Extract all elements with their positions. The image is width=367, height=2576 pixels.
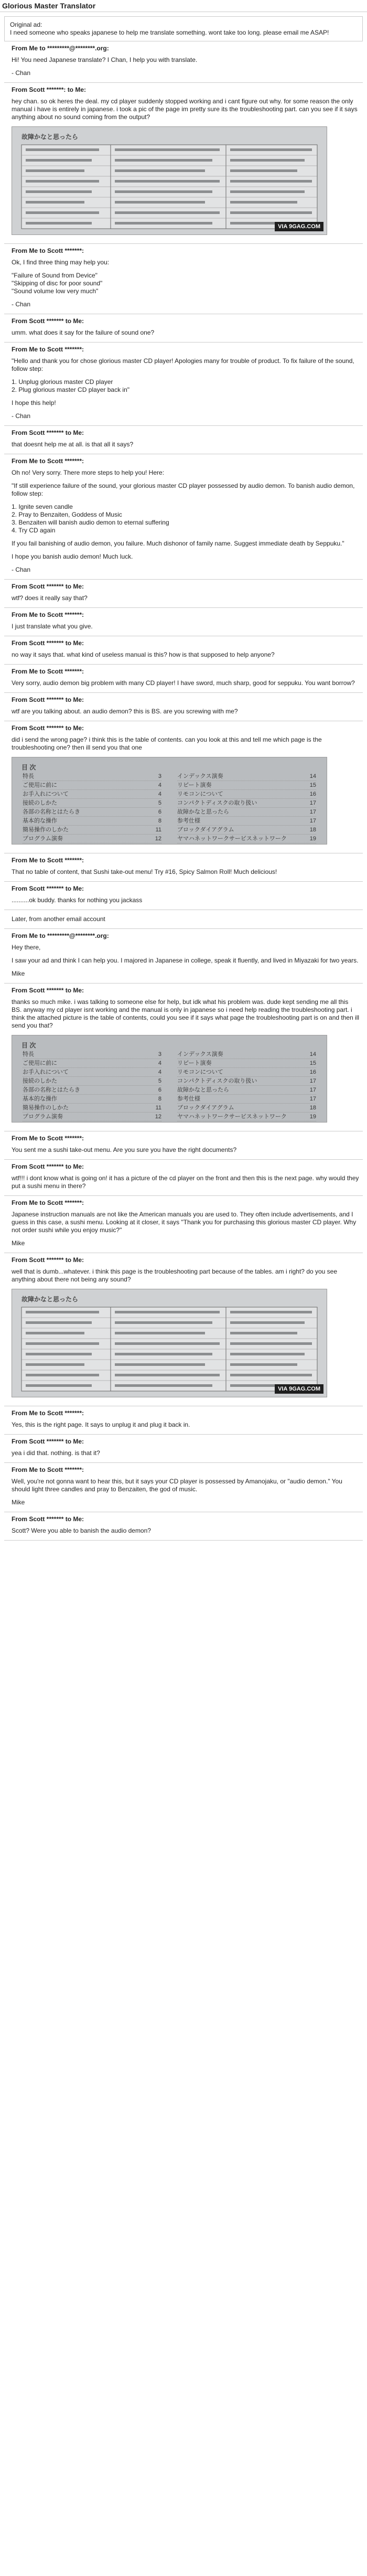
toc-page: 8: [158, 1096, 161, 1102]
toc-entry: リモコンについて: [177, 791, 223, 797]
line-gap: [12, 952, 360, 957]
toc-page: 17: [309, 1078, 316, 1084]
toc-row: [23, 781, 161, 790]
table-text-line: [230, 180, 312, 183]
toc-row: [23, 790, 161, 799]
toc-row: [23, 1050, 161, 1059]
table-text-line: [230, 169, 297, 172]
toc-page: 17: [309, 1087, 316, 1093]
email-sender: From Me to Scott *******:: [12, 457, 84, 465]
table-text-line: [230, 1363, 297, 1366]
ad-text: I need someone who speaks japanese to help me translate something. wont take too long. please email me ASAP!: [10, 29, 329, 36]
toc-page: 17: [309, 809, 316, 815]
email-body-line: If you fail banishing of audio demon, you failure. Much dishonor of family name. Suggest immediate death by Seppuku.": [12, 540, 344, 547]
email-sender: From Scott ******* to Me:: [12, 1163, 84, 1170]
toc-page: 15: [309, 1060, 316, 1066]
toc-row: [177, 781, 316, 790]
email-message: [4, 244, 363, 314]
table-text-line: [26, 169, 84, 172]
toc-page: 8: [158, 818, 161, 824]
email-body-line: That no table of content, that Sushi take-out menu! Try #16, Spicy Salmon Roll! Much delicious!: [12, 868, 277, 875]
table-text-line: [230, 1342, 312, 1345]
email-message: [4, 426, 363, 454]
toc-column-right: [177, 1050, 316, 1121]
toc-page: 15: [309, 782, 316, 788]
toc-row: [177, 835, 316, 843]
email-sender: From Scott ******* to Me:: [12, 724, 84, 732]
toc-entry: リピート演奏: [177, 782, 212, 788]
table-text-line: [26, 1353, 92, 1355]
email-body-line: I hope you banish audio demon! Much luck.: [12, 553, 133, 560]
line-gap: [12, 407, 360, 412]
toc-column-left: [23, 1050, 161, 1121]
toc-entry: ブロックダイアグラム: [177, 1105, 234, 1111]
toc-page: 3: [158, 773, 161, 779]
table-text-line: [115, 180, 220, 183]
toc-page: 11: [155, 827, 161, 833]
toc-page: 3: [158, 1051, 161, 1057]
email-body-line: "Sound volume low very much": [12, 287, 99, 295]
email-body-line: 1. Ignite seven candle: [12, 503, 73, 510]
email-sender: From Me to Scott *******:: [12, 1409, 84, 1417]
email-body-line: Yes, this is the right page. It says to unplug it and plug it back in.: [12, 1421, 190, 1428]
table-text-line: [115, 1363, 205, 1366]
table-text-line: [115, 190, 212, 193]
toc-page: 4: [158, 1069, 161, 1075]
toc-entry: インデックス演奏: [177, 1051, 223, 1057]
email-message: [4, 1406, 363, 1435]
toc-entry: コンパクトディスクの取り扱い: [177, 1078, 257, 1084]
toc-page: 4: [158, 1060, 161, 1066]
table-text-line: [26, 1363, 84, 1366]
email-sender: From Scott ******* to Me:: [12, 429, 84, 436]
email-message: [4, 314, 363, 343]
table-text-line: [230, 1353, 305, 1355]
table-text-line: [26, 1384, 92, 1387]
email-message: [4, 580, 363, 608]
toc-page: 19: [309, 836, 316, 842]
email-body-line: wtf are you talking about. an audio demon? this is BS. are you screwing with me?: [12, 708, 238, 715]
toc-columns: [23, 772, 316, 843]
toc-photo: [12, 757, 327, 845]
toc-row: [177, 1086, 316, 1095]
email-sender: From Me to *********@********.org:: [12, 45, 109, 52]
email-sender: From Scott ******* to Me:: [12, 987, 84, 994]
toc-entry: ブロックダイアグラム: [177, 827, 234, 833]
toc-entry: プログラム演奏: [23, 836, 63, 842]
toc-page: 11: [155, 1105, 161, 1111]
toc-row: [177, 1068, 316, 1077]
email-message: [4, 1196, 363, 1253]
toc-entry: 各部の名称とはたらき: [23, 809, 80, 815]
line-gap: [12, 548, 360, 553]
email-body-line: I saw your ad and think I can help you. I majored in Japanese in college, speak it fluently, and lived in Miyazaki for two years.: [12, 957, 359, 964]
manual-photo: [12, 1289, 327, 1397]
toc-row: [177, 1113, 316, 1121]
manual-table-graphic: [12, 127, 327, 234]
toc-row: [23, 835, 161, 843]
toc-entry: 特長: [23, 1051, 34, 1057]
toc-entry: 故障かなと思ったら: [177, 1087, 229, 1093]
email-message: [4, 984, 363, 1131]
toc-entry: 故障かなと思ったら: [177, 809, 229, 815]
email-body-line: Well, you're not gonna want to hear this, but it says your CD player is possessed by Amanojaku, or "audio demon." You should light three candles and pray to Benzaiten, the god of music.: [12, 1478, 342, 1493]
toc-page: 4: [158, 791, 161, 797]
table-text-line: [26, 148, 99, 151]
toc-page: 6: [158, 1087, 161, 1093]
email-message: [4, 693, 363, 721]
toc-row: [177, 1050, 316, 1059]
table-text-line: [115, 1342, 220, 1345]
email-body-line: - Chan: [12, 69, 31, 77]
table-text-line: [115, 1332, 205, 1334]
email-body-line: I just translate what you give.: [12, 623, 93, 630]
email-body-line: "If still experience failure of the sound, your glorious master CD player possessed by audio demon. To banish audio demon, follow step:: [12, 482, 355, 497]
line-gap: [12, 1493, 360, 1499]
table-text-line: [115, 1311, 220, 1313]
toc-entry: 接続のしかた: [23, 1078, 57, 1084]
toc-page: 19: [309, 1114, 316, 1120]
toc-page: 5: [158, 800, 161, 806]
toc-page: 14: [309, 773, 316, 779]
table-text-line: [230, 1311, 312, 1313]
email-sender: From Me to Scott *******:: [12, 247, 84, 254]
photo-heading: 目 次: [21, 764, 36, 771]
email-sender: From Scott ******* to Me:: [12, 696, 84, 703]
email-body-line: wtf!!! i dont know what is going on! it has a picture of the cd player on the front and then this is the next page. why would they put a sushi menu in there?: [12, 1174, 359, 1190]
table-text-line: [26, 190, 92, 193]
email-sender: From Scott ******* to Me:: [12, 1515, 84, 1523]
email-message: [4, 1253, 363, 1406]
email-message: [4, 636, 363, 665]
photo-heading: 目 次: [21, 1042, 36, 1049]
toc-row: [23, 1068, 161, 1077]
table-text-line: [115, 159, 212, 162]
email-body-line: ..........ok buddy. thanks for nothing you jackass: [12, 896, 143, 904]
manual-photo: [12, 126, 327, 235]
toc-row: [23, 817, 161, 826]
email-body-line: I hope this help!: [12, 399, 56, 407]
line-gap: [12, 394, 360, 399]
line-gap: [12, 373, 360, 378]
toc-page: 14: [309, 1051, 316, 1057]
toc-row: [23, 1086, 161, 1095]
email-sender: From Me to Scott *******:: [12, 611, 84, 618]
email-body-line: 2. Pray to Benzaiten, Goddess of Music: [12, 511, 122, 518]
toc-entry: お手入れについて: [23, 1069, 69, 1075]
email-sender: From Scott ******* to Me:: [12, 317, 84, 325]
table-text-line: [115, 1384, 212, 1387]
email-body-line: Scott? Were you able to banish the audio demon?: [12, 1527, 151, 1534]
toc-row: [177, 817, 316, 826]
toc-entry: お手入れについて: [23, 791, 69, 797]
email-sender: From Me to Scott *******:: [12, 346, 84, 353]
email-body-line: You sent me a sushi take-out menu. Are you sure you have the right documents?: [12, 1146, 237, 1153]
email-body-line: no way it says that. what kind of useless manual is this? how is that supposed to help anyone?: [12, 651, 275, 658]
table-text-line: [115, 1374, 220, 1376]
email-message: [4, 1131, 363, 1160]
email-sender: From Me to Scott *******:: [12, 1135, 84, 1142]
email-sender: From Me to Scott *******:: [12, 668, 84, 675]
toc-page: 17: [309, 818, 316, 824]
email-body-line: Oh no! Very sorry. There more steps to help you! Here:: [12, 469, 165, 476]
email-sender: From Me to Scott *******:: [12, 857, 84, 864]
email-body-line: "Failure of Sound from Device": [12, 272, 98, 279]
email-body-line: Mike: [12, 970, 25, 977]
table-text-line: [115, 211, 220, 214]
toc-entry: 基本的な操作: [23, 1096, 57, 1102]
email-body-line: umm. what does it say for the failure of sound one?: [12, 329, 155, 336]
email-body-line: 2. Plug glorious master CD player back in": [12, 386, 130, 393]
toc-page: 18: [309, 827, 316, 833]
table-text-line: [115, 169, 205, 172]
table-text-line: [230, 211, 312, 214]
email-message: [4, 1435, 363, 1463]
page-title: Glorious Master Translator: [0, 0, 367, 12]
watermark-badge: VIA 9GAG.COM: [275, 222, 323, 231]
table-text-line: [26, 159, 92, 162]
email-sender: From Scott ******* to Me:: [12, 583, 84, 590]
toc-page: 16: [309, 1069, 316, 1075]
toc-entry: インデックス演奏: [177, 773, 223, 779]
toc-entry: ご使用に前に: [23, 782, 57, 788]
toc-entry: コンパクトディスクの取り扱い: [177, 800, 257, 806]
toc-entry: リピート演奏: [177, 1060, 212, 1066]
table-text-line: [230, 1321, 305, 1324]
toc-entry: リモコンについて: [177, 1069, 223, 1075]
toc-entry: 参考仕様: [177, 818, 200, 824]
toc-entry: 特長: [23, 773, 34, 779]
toc-row: [23, 808, 161, 817]
toc-photo: [12, 1035, 327, 1123]
email-thread-chan: [0, 41, 367, 910]
email-body-line: hey chan. so ok heres the deal. my cd player suddenly stopped working and i cant figure out why. for some reason the only manual i have is entirely in japanese. i took a pic of the page im pretty sure its the troubleshooting part. can you see if it says anything about no sound coming from the output?: [12, 98, 358, 121]
photo-heading: 故障かなと思ったら: [21, 133, 79, 141]
toc-row: [177, 808, 316, 817]
email-body-line: 3. Benzaiten will banish audio demon to eternal suffering: [12, 519, 169, 526]
toc-row: [23, 1113, 161, 1121]
toc-row: [23, 1077, 161, 1086]
toc-entry: ご使用に前に: [23, 1060, 57, 1066]
email-message: [4, 41, 363, 83]
toc-entry: ヤマハネットワークサービスネットワーク: [177, 836, 287, 842]
table-text-line: [26, 222, 92, 225]
toc-page: 17: [309, 800, 316, 806]
toc-page: 18: [309, 1105, 316, 1111]
toc-row: [23, 772, 161, 781]
email-message: [4, 1463, 363, 1512]
email-body-line: Hey there,: [12, 944, 41, 951]
toc-row: [23, 826, 161, 835]
table-text-line: [230, 201, 297, 204]
original-ad: [4, 16, 363, 41]
table-text-line: [230, 1374, 312, 1376]
table-text-line: [26, 180, 99, 183]
toc-row: [23, 799, 161, 808]
photo-heading: 故障かなと思ったら: [21, 1296, 79, 1303]
email-message: [4, 665, 363, 693]
email-body-line: Japanese instruction manuals are not like the American manuals you are used to. They often include advertisements, and I guess in this case, a sushi menu. Looking at it closer, it says "Thank you for purchasing this glorious master CD player. Why not order sushi while you enjoy music?": [12, 1211, 357, 1234]
table-text-line: [115, 148, 220, 151]
line-gap: [12, 64, 360, 69]
email-body-line: yea i did that. nothing. is that it?: [12, 1449, 100, 1457]
table-text-line: [26, 1311, 99, 1313]
toc-entry: 参考仕様: [177, 1096, 200, 1102]
table-text-line: [26, 1374, 99, 1376]
table-text-line: [26, 1321, 92, 1324]
email-body-line: - Chan: [12, 301, 31, 308]
email-body-line: Very sorry, audio demon big problem with many CD player! I have sword, much sharp, good for seppuku. You want borrow?: [12, 679, 355, 687]
email-body-line: Mike: [12, 1239, 25, 1247]
email-sender: From Scott *******: to Me:: [12, 86, 87, 93]
toc-row: [177, 1095, 316, 1104]
table-text-line: [230, 148, 312, 151]
email-body-line: well that is dumb...whatever. i think this page is the troubleshooting part because of the tables. am i right? do you see anything about there not being any sound?: [12, 1268, 338, 1283]
email-body-line: - Chan: [12, 566, 31, 573]
toc-entry: 基本的な操作: [23, 818, 57, 824]
email-body-line: Mike: [12, 1499, 25, 1506]
email-message: [4, 882, 363, 910]
email-sender: From Scott ******* to Me:: [12, 885, 84, 892]
email-body-line: "Skipping of disc for poor sound": [12, 280, 103, 287]
table-text-line: [230, 159, 305, 162]
email-body-line: that doesnt help me at all. is that all it says?: [12, 441, 134, 448]
manual-table-graphic: [12, 1289, 327, 1397]
ad-label: Original ad:: [10, 21, 42, 28]
email-body-line: Hi! You need Japanese translate? I Chan, I help you with translate.: [12, 56, 198, 63]
line-gap: [12, 498, 360, 503]
email-body-line: Ok, I find three thing may help you:: [12, 259, 110, 266]
toc-page: 12: [155, 1114, 161, 1120]
table-text-line: [26, 211, 99, 214]
email-sender: From Scott ******* to Me:: [12, 1256, 84, 1264]
email-body-line: thanks so much mike. i was talking to someone else for help, but idk what his problem was. dude kept sending me all this BS. anyway my cd player isnt working and the manual is only in japanese so i need help reading the troubleshooting part. i think the attached picture is the table of contents, could you see if it says what page the troubleshooting part is on and then ill send you that?: [12, 998, 360, 1029]
email-message: [4, 454, 363, 580]
toc-entry: ヤマハネットワークサービスネットワーク: [177, 1114, 287, 1120]
email-body-line: "Hello and thank you for chose glorious master CD player! Apologies many for trouble of product. To fix failure of the sound, follow step:: [12, 357, 354, 372]
toc-page: 17: [309, 1096, 316, 1102]
email-body-line: did i send the wrong page? i think this is the table of contents. can you look at this and tell me which page is the troubleshooting one? then ill send you that one: [12, 736, 322, 751]
toc-page: 16: [309, 791, 316, 797]
email-body-line: 1. Unplug glorious master CD player: [12, 378, 113, 386]
toc-row: [177, 1104, 316, 1113]
toc-row: [23, 1095, 161, 1104]
table-text-line: [26, 201, 84, 204]
email-sender: From Me to Scott *******:: [12, 1466, 84, 1473]
email-sender: From Me to Scott *******:: [12, 1199, 84, 1206]
email-body-line: wtf? does it really say that?: [12, 594, 88, 602]
email-message: [4, 853, 363, 882]
table-text-line: [115, 1353, 212, 1355]
line-gap: [12, 535, 360, 540]
email-message: [4, 608, 363, 636]
line-gap: [12, 295, 360, 301]
line-gap: [12, 477, 360, 482]
email-message: [4, 343, 363, 426]
toc-entry: 簡易操作のしかた: [23, 1105, 69, 1111]
email-message: [4, 929, 363, 984]
table-text-line: [115, 201, 205, 204]
email-body-line: 4. Try CD again: [12, 527, 56, 534]
line-gap: [12, 1234, 360, 1239]
toc-row: [177, 826, 316, 835]
email-sender: From Scott ******* to Me:: [12, 639, 84, 647]
watermark-badge: VIA 9GAG.COM: [275, 1384, 323, 1394]
email-sender: From Me to *********@********.org:: [12, 932, 109, 939]
toc-column-right: [177, 772, 316, 843]
email-message: [4, 721, 363, 853]
toc-row: [177, 1077, 316, 1086]
toc-entry: 簡易操作のしかた: [23, 827, 69, 833]
toc-page: 5: [158, 1078, 161, 1084]
line-gap: [12, 266, 360, 272]
toc-row: [23, 1059, 161, 1068]
toc-row: [177, 772, 316, 781]
email-message: [4, 83, 363, 244]
email-thread-mike: [0, 929, 367, 1541]
email-body-line: - Chan: [12, 412, 31, 420]
toc-row: [23, 1104, 161, 1113]
toc-entry: 接続のしかた: [23, 800, 57, 806]
toc-column-left: [23, 772, 161, 843]
table-text-line: [230, 190, 305, 193]
line-gap: [12, 561, 360, 566]
table-text-line: [115, 222, 212, 225]
toc-page: 4: [158, 782, 161, 788]
toc-page: 12: [155, 836, 161, 842]
email-message: [4, 1160, 363, 1196]
toc-entry: プログラム演奏: [23, 1114, 63, 1120]
toc-row: [177, 1059, 316, 1068]
line-gap: [12, 965, 360, 970]
toc-entry: 各部の名称とはたらき: [23, 1087, 80, 1093]
toc-page: 6: [158, 809, 161, 815]
email-message: [4, 1512, 363, 1541]
table-text-line: [26, 1342, 99, 1345]
table-text-line: [230, 1332, 297, 1334]
table-text-line: [26, 1332, 84, 1334]
table-text-line: [115, 1321, 212, 1324]
account-separator: Later, from another email account: [4, 910, 363, 929]
email-sender: From Scott ******* to Me:: [12, 1438, 84, 1445]
toc-row: [177, 790, 316, 799]
toc-columns: [23, 1050, 316, 1121]
toc-row: [177, 799, 316, 808]
